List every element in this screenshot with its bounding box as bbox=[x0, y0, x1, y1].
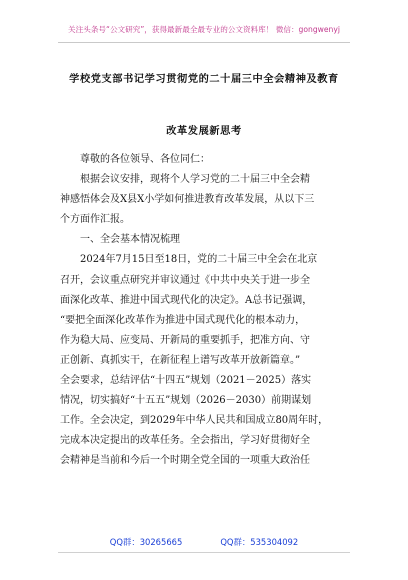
body-line: 完成本决定提出的改革任务。全会指出，学习好贯彻好全 bbox=[60, 435, 310, 447]
body-line: 面深化改革、推进中国式现代化的决定》。A总书记强调， bbox=[60, 294, 313, 306]
header-promo-note: 关注头条号“公文研究”，获得最新最全最专业的公文资料库！ 微信：gongwenyj bbox=[68, 25, 340, 34]
body-line: “要把全面深化改革作为推进中国式现代化的根本动力， bbox=[60, 314, 306, 326]
body-line: 正创新、真抓实干，在新征程上谱写改革开放新篇章。” bbox=[60, 354, 301, 366]
body-line: 个方面作汇报。 bbox=[60, 214, 130, 226]
body-line: 召开，会议重点研究并审议通过《中共中央关于进一步全 bbox=[60, 274, 310, 286]
body-line: 作为稳大局、应变局、开新局的重要抓手，把准方向、守 bbox=[60, 334, 310, 346]
header-divider bbox=[58, 42, 350, 43]
body-line: 神感悟体会及X县X小学如何推进教育改革发展，从以下三 bbox=[60, 194, 315, 206]
footer-qq-group-2: QQ群：535304092 bbox=[220, 537, 299, 547]
body-line: 工作。全会决定，到2029年中华人民共和国成立80周年时， bbox=[60, 415, 329, 427]
body-line: 情况，切实搞好“十五五”规划（2026－2030）前期谋划 bbox=[60, 395, 312, 407]
body-line: 尊敬的各位领导、各位同仁： bbox=[80, 154, 210, 165]
body-line: 一、全会基本情况梳理 bbox=[80, 234, 180, 246]
body-line: 根据会议安排，现将个人学习党的二十届三中全会精 bbox=[80, 174, 310, 186]
footer-divider bbox=[58, 552, 350, 553]
body-line: 全会要求，总结评估“十四五”规划（2021－2025）落实 bbox=[60, 375, 312, 387]
body-line: 2024年7月15日至18日，党的二十届三中全会在北京 bbox=[80, 254, 318, 266]
document-title-line-2: 改革发展新思考 bbox=[166, 125, 242, 137]
document-body bbox=[60, 150, 356, 472]
footer-contact bbox=[0, 536, 408, 548]
footer-qq-group-1: QQ群：30265665 bbox=[109, 537, 183, 547]
document-title-line-1: 学校党支部书记学习贯彻党的二十届三中全会精神及教育 bbox=[69, 73, 339, 85]
body-line: 会精神是当前和今后一个时期全党全国的一项重大政治任 bbox=[60, 455, 310, 467]
